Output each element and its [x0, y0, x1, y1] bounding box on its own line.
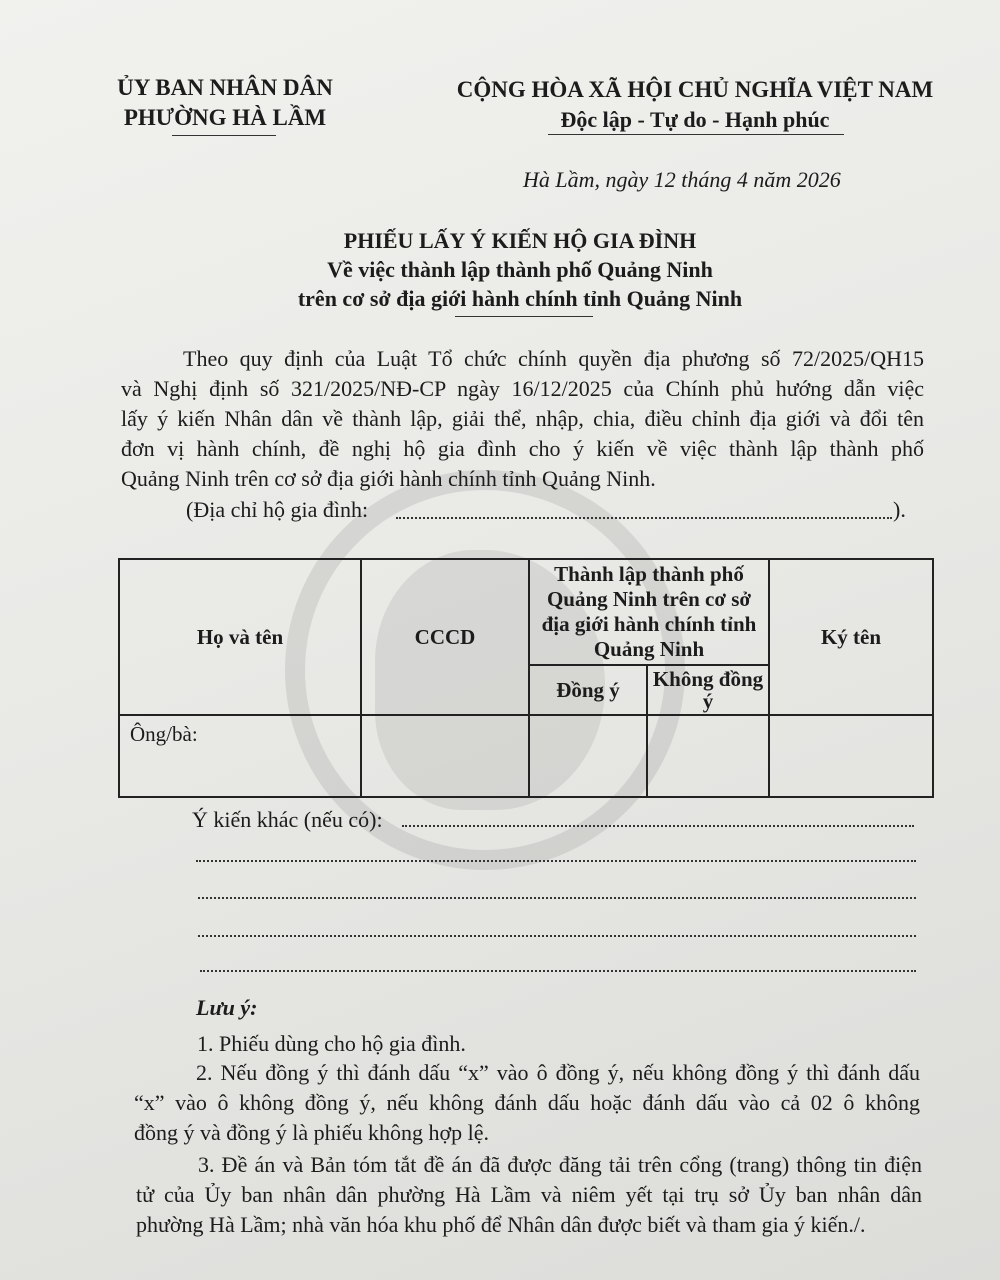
- other-opinion-line[interactable]: [198, 935, 916, 937]
- title-subject: Về việc thành lập thành phố Quảng Ninh: [327, 257, 713, 282]
- date-line: Hà Lầm, ngày 12 tháng 4 năm 2026: [523, 167, 841, 192]
- ward-name: PHƯỜNG HÀ LẦM: [123, 105, 327, 130]
- intro-paragraph: [121, 344, 924, 494]
- note-line: tử của Ủy ban nhân dân phường Hà Lầm và niêm yết tại trụ sở Ủy ban nhân dân: [136, 1182, 922, 1207]
- note-line: 3. Đề án và Bản tóm tắt đề án đã được đăng tải trên cổng (trang) thông tin điện: [198, 1152, 922, 1177]
- title-underline: [455, 316, 593, 317]
- col-group-header: Thành lập thành phố Quảng Ninh trên cơ sở địa giới hành chính tỉnh Quảng Ninh: [529, 559, 769, 665]
- note-line: đồng ý và đồng ý là phiếu không hợp lệ.: [134, 1120, 490, 1145]
- national-motto: Độc lập - Tự do - Hạnh phúc: [560, 107, 830, 132]
- col-disagree-header: Không đồng ý: [647, 665, 769, 715]
- republic-name: CỘNG HÒA XÃ HỘI CHỦ NGHĨA VIỆT NAM: [456, 77, 934, 102]
- col-agree-header: Đồng ý: [529, 665, 647, 715]
- disagree-checkbox-cell[interactable]: [647, 715, 769, 797]
- intro-line: lấy ý kiến Nhân dân về thành lập, giải thể, nhập, chia, điều chỉnh địa giới và đổi tên: [121, 406, 924, 431]
- form-title: [180, 226, 860, 313]
- address-label: (Địa chỉ hộ gia đình:: [186, 497, 369, 522]
- other-opinion-label: Ý kiến khác (nếu có):: [192, 807, 383, 832]
- intro-line: Theo quy định của Luật Tổ chức chính quyền địa phương số 72/2025/QH15: [183, 346, 924, 371]
- national-heading: [430, 75, 960, 135]
- note-item-1: 1. Phiếu dùng cho hộ gia đình.: [197, 1031, 466, 1056]
- note-item-2: [134, 1058, 920, 1148]
- other-opinion-line[interactable]: [198, 897, 916, 899]
- address-field[interactable]: [396, 517, 892, 519]
- col-id-header: CCCD: [361, 559, 529, 715]
- other-opinion-line[interactable]: [200, 970, 916, 972]
- title-main: PHIẾU LẤY Ý KIẾN HỘ GIA ĐÌNH: [343, 228, 697, 253]
- intro-line: và Nghị định số 321/2025/NĐ-CP ngày 16/12/2025 của Chính phủ hướng dẫn việc: [121, 376, 924, 401]
- notes-heading: Lưu ý:: [196, 995, 258, 1020]
- agency-block: [90, 73, 360, 133]
- table-header-row: [119, 559, 933, 665]
- intro-line: Quảng Ninh trên cơ sở địa giới hành chính tỉnh Quảng Ninh.: [121, 466, 656, 491]
- motto-underline: [548, 134, 844, 135]
- signature-cell[interactable]: [769, 715, 933, 797]
- note-line: “x” vào ô không đồng ý, nếu không đánh dấu hoặc đánh dấu vào cả 02 ô không: [134, 1090, 920, 1115]
- table-row: [119, 715, 933, 797]
- intro-line: đơn vị hành chính, đề nghị hộ gia đình cho ý kiến về việc thành lập thành phố: [121, 436, 924, 461]
- col-sign-header: Ký tên: [769, 559, 933, 715]
- note-line: phường Hà Lầm; nhà văn hóa khu phố để Nhân dân được biết và tham gia ý kiến./.: [136, 1212, 866, 1237]
- col-name-header: Họ và tên: [119, 559, 361, 715]
- note-item-3: [136, 1150, 922, 1240]
- name-cell[interactable]: Ông/bà:: [119, 715, 361, 797]
- agency-name: ỦY BAN NHÂN DÂN: [117, 75, 333, 100]
- address-end: ).: [893, 497, 906, 522]
- title-scope: trên cơ sở địa giới hành chính tỉnh Quảng Ninh: [297, 286, 743, 311]
- agree-checkbox-cell[interactable]: [529, 715, 647, 797]
- other-opinion-line[interactable]: [402, 825, 914, 827]
- other-opinion-line[interactable]: [196, 860, 916, 862]
- note-line: 2. Nếu đồng ý thì đánh dấu “x” vào ô đồng ý, nếu không đồng ý thì đánh dấu: [196, 1060, 920, 1085]
- id-cell[interactable]: [361, 715, 529, 797]
- agency-underline: [172, 135, 276, 136]
- opinion-table: [118, 558, 934, 798]
